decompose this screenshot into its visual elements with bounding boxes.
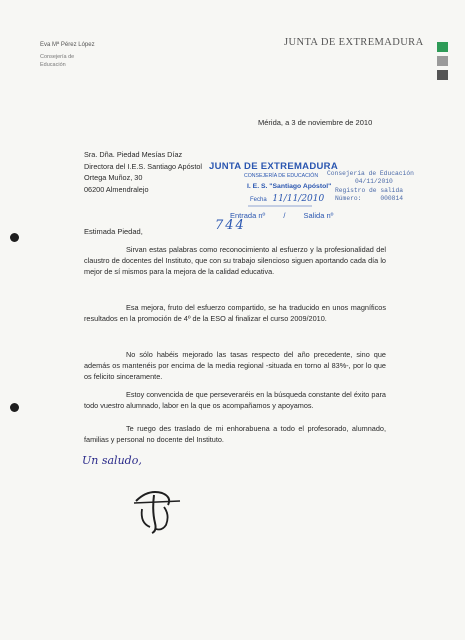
body-paragraph: No sólo habéis mejorado las tasas respecto del año precedente, sino que además os mantenéis por encima de la media regional -situada en torno al 83%-, por lo que os felicito sinceramente.	[84, 350, 386, 382]
binder-hole	[10, 403, 19, 412]
stamp-org: JUNTA DE EXTREMADURA	[209, 161, 338, 172]
recipient-line: Ortega Muñoz, 30	[84, 173, 143, 182]
entrada-salida-separator: /	[283, 211, 286, 220]
body-paragraph: Estoy convencida de que perseveraréis en la búsqueda constante del éxito para todo vuestro alumnado, labor en la que os acompañamos y apoyamos.	[84, 390, 386, 411]
stamp-school-name: I. E. S. "Santiago Apóstol"	[247, 183, 332, 190]
body-paragraph: Sirvan estas palabras como reconocimiento al esfuerzo y la profesionalidad del claustro de docentes del Instituto, que con su trabajo silencioso siguen aportando cada día lo mejor de sí mismos para la mejora de la calidad educativa.	[84, 245, 386, 277]
entrada-label: Entrada nº	[230, 211, 266, 220]
handwritten-registry-number: 744	[215, 218, 246, 233]
salutation: Estimada Piedad,	[84, 227, 143, 236]
recipient-line: Sra. Dña. Piedad Mesías Díaz	[84, 150, 183, 159]
school-registry-stamp	[209, 161, 338, 204]
organization-title: JUNTA DE EXTREMADURA	[284, 37, 424, 48]
stamp-department: CONSEJERÍA DE EDUCACIÓN	[244, 173, 319, 179]
stamp-date-underline	[248, 205, 312, 207]
binder-hole	[10, 233, 19, 242]
consejeria-stamp-line: 04/11/2010	[355, 178, 393, 186]
stamp-date-label: Fecha	[250, 197, 267, 203]
sender-name: Eva Mª Pérez López	[40, 42, 95, 48]
signature-icon	[128, 483, 188, 538]
salida-label: Salida nº	[303, 211, 334, 220]
stamp-date-handwritten: 11/11/2010	[272, 194, 325, 204]
consejeria-stamp-line: Registro de salida	[335, 186, 404, 194]
recipient-line: 06200 Almendralejo	[84, 184, 149, 194]
recipient-address	[84, 149, 202, 195]
green-corner-mark	[437, 42, 448, 52]
recipient-line: Directora del I.E.S. Santiago Apóstol	[84, 161, 203, 171]
dark-corner-mark	[437, 70, 448, 80]
letter-date: Mérida, a 3 de noviembre de 2010	[258, 118, 373, 127]
stamp-entrada-salida-row	[230, 211, 349, 220]
handwritten-closing: Un saludo,	[82, 454, 142, 467]
consejeria-stamp-line: Consejería de Educación	[327, 170, 414, 177]
consejeria-stamp-line: Número: 000814	[335, 195, 404, 203]
body-paragraph: Te ruego des traslado de mi enhorabuena a todo el profesorado, alumnado, familias y personal no docente del Instituto.	[84, 424, 386, 445]
stamp-date-row	[250, 194, 338, 204]
consejeria-registry-stamp	[327, 170, 414, 204]
grey-corner-mark	[437, 56, 448, 66]
sender-department: Consejería de Educación	[40, 54, 75, 68]
body-paragraph: Esa mejora, fruto del esfuerzo compartido, se ha traducido en unos magníficos resultados en la promoción de 4º de la ESO al finalizar el curso 2009/2010.	[84, 303, 386, 324]
